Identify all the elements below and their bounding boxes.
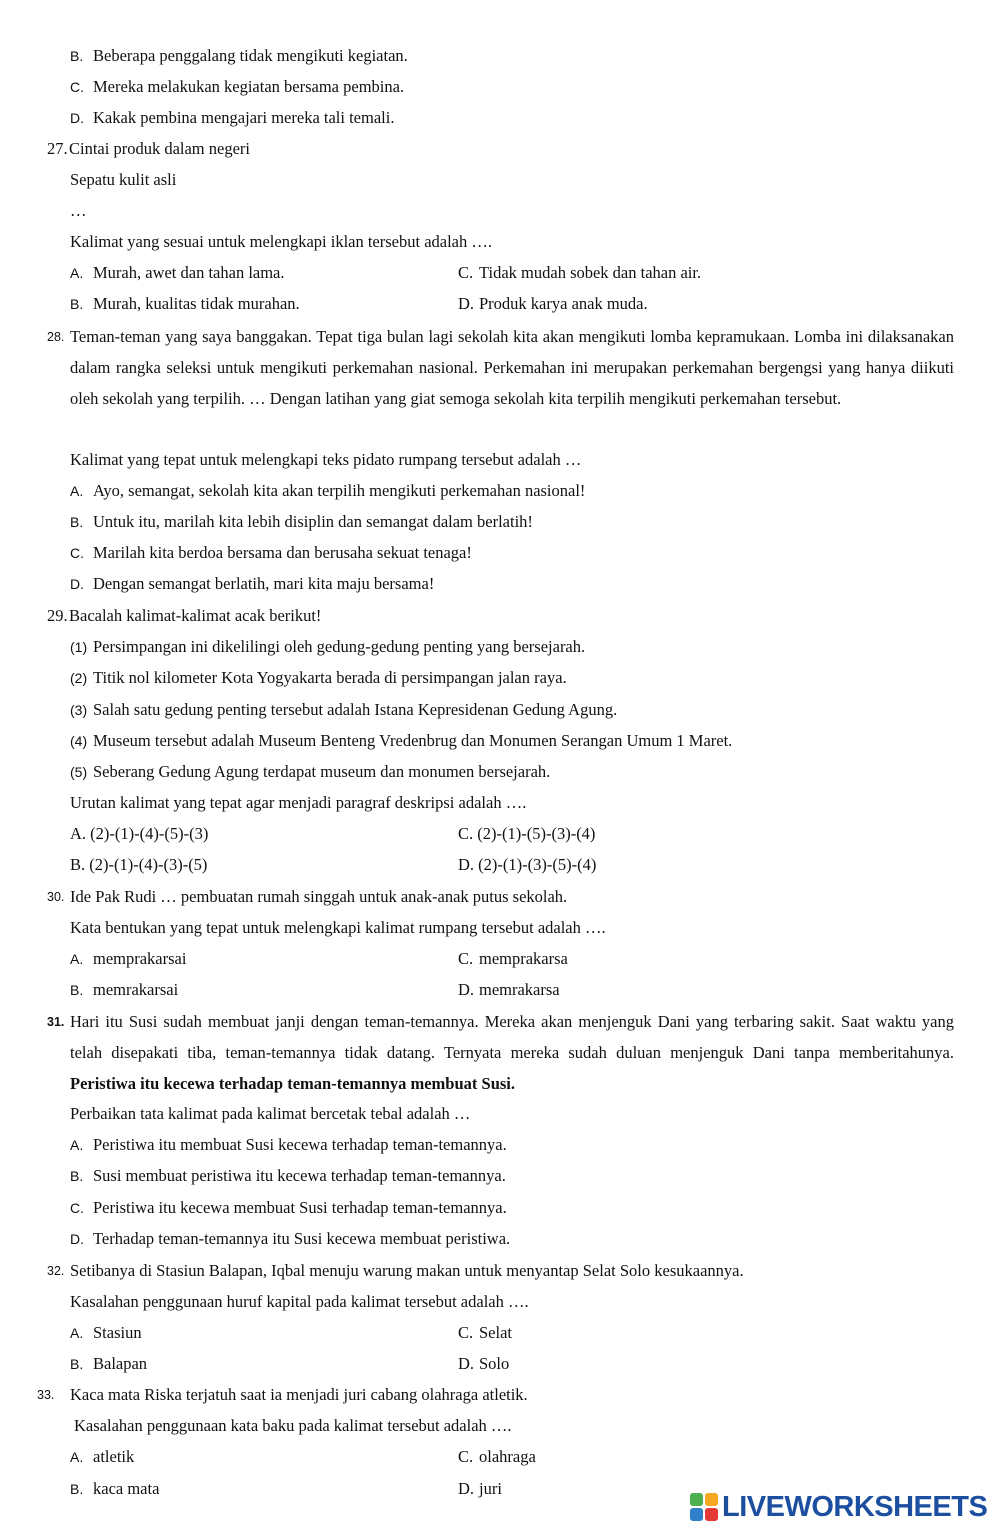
sentence-text: Seberang Gedung Agung terdapat museum dan monumen bersejarah. bbox=[93, 762, 551, 781]
option-label: D. bbox=[458, 1479, 475, 1498]
question-number: 32. bbox=[47, 1264, 65, 1278]
option-label: C. bbox=[458, 949, 474, 968]
option-label: C. bbox=[70, 545, 84, 561]
option-text: Peristiwa itu kecewa membuat Susi terhadap teman-temannya. bbox=[93, 1198, 507, 1217]
option-text: Murah, kualitas tidak murahan. bbox=[93, 294, 300, 313]
option-text: memrakarsai bbox=[93, 980, 179, 999]
question-number: 31. bbox=[47, 1015, 65, 1029]
logo-cell bbox=[690, 1508, 703, 1521]
option-label: B. bbox=[70, 1481, 84, 1497]
sentence-label: (5) bbox=[70, 764, 88, 780]
option-label: A. bbox=[70, 951, 84, 967]
question-text: Urutan kalimat yang tepat agar menjadi paragraf deskripsi adalah …. bbox=[70, 793, 527, 812]
question-number: 28. bbox=[47, 330, 65, 344]
option-label: C. bbox=[458, 1447, 474, 1466]
option-text: Murah, awet dan tahan lama. bbox=[93, 263, 285, 282]
option-text: A. (2)-(1)-(4)-(5)-(3) bbox=[70, 824, 209, 843]
question-stem: Setibanya di Stasiun Balapan, Iqbal menuju warung makan untuk menyantap Selat Solo kesukaannya. bbox=[70, 1261, 744, 1280]
logo-cell bbox=[705, 1508, 718, 1521]
ad-text: Cintai produk dalam negeri bbox=[69, 139, 250, 158]
question-stem: Ide Pak Rudi … pembuatan rumah singgah untuk anak-anak putus sekolah. bbox=[70, 887, 568, 906]
logo-cell bbox=[690, 1493, 703, 1506]
option-text: Tidak mudah sobek dan tahan air. bbox=[479, 263, 702, 282]
logo-text: LIVEWORKSHEETS bbox=[722, 1490, 988, 1523]
sentence-label: (1) bbox=[70, 639, 88, 655]
ad-text: Sepatu kulit asli bbox=[70, 170, 177, 189]
question-stem: Kaca mata Riska terjatuh saat ia menjadi juri cabang olahraga atletik. bbox=[70, 1385, 528, 1404]
question-number: 27. bbox=[47, 139, 68, 158]
option-label: C. bbox=[458, 263, 474, 282]
question-text: Kalimat yang sesuai untuk melengkapi iklan tersebut adalah …. bbox=[70, 232, 493, 251]
option-text: Susi membuat peristiwa itu kecewa terhadap teman-temannya. bbox=[93, 1166, 506, 1185]
sentence-text: Salah satu gedung penting tersebut adalah Istana Kepresidenan Gedung Agung. bbox=[93, 700, 618, 719]
option-label: B. bbox=[70, 48, 84, 64]
option-label: D. bbox=[458, 1354, 475, 1373]
option-label: C. bbox=[70, 79, 84, 95]
option-label: C. bbox=[458, 1323, 474, 1342]
question-text: Perbaikan tata kalimat pada kalimat bercetak tebal adalah … bbox=[70, 1104, 471, 1123]
option-text: Balapan bbox=[93, 1354, 148, 1373]
option-text: D. (2)-(1)-(3)-(5)-(4) bbox=[458, 855, 597, 874]
option-label: A. bbox=[70, 1325, 84, 1341]
sentence-text: Museum tersebut adalah Museum Benteng Vredenbrug dan Monumen Serangan Umum 1 Maret. bbox=[93, 731, 733, 750]
option-label: B. bbox=[70, 1168, 84, 1184]
option-text: kaca mata bbox=[93, 1479, 160, 1498]
sentence-label: (3) bbox=[70, 702, 88, 718]
option-text: Solo bbox=[479, 1354, 510, 1373]
option-text: C. (2)-(1)-(5)-(3)-(4) bbox=[458, 824, 596, 843]
passage-text: Hari itu Susi sudah membuat janji dengan teman-temannya. Mereka akan menjenguk Dani yang terbaring sakit. Saat waktu yang telah disepakati tiba, teman-temannya tidak datang. Ternyata mereka sudah duluan menjenguk Dani tanpa memberitahunya. bbox=[70, 1012, 954, 1062]
option-label: B. bbox=[70, 514, 84, 530]
option-text: Terhadap teman-temannya itu Susi kecewa membuat peristiwa. bbox=[93, 1229, 511, 1248]
question-text: Kasalahan penggunaan huruf kapital pada kalimat tersebut adalah …. bbox=[70, 1292, 529, 1311]
option-label: A. bbox=[70, 1137, 84, 1153]
option-label: D. bbox=[70, 1231, 84, 1247]
bold-sentence: Peristiwa itu kecewa terhadap teman-temannya membuat Susi. bbox=[70, 1074, 516, 1093]
question-passage bbox=[70, 1006, 954, 1099]
option-label: A. bbox=[70, 1449, 84, 1465]
question-text: Kasalahan penggunaan kata baku pada kalimat tersebut adalah …. bbox=[74, 1416, 512, 1435]
question-number: 33. bbox=[37, 1388, 55, 1402]
option-text: atletik bbox=[93, 1447, 135, 1466]
question-prompt: Bacalah kalimat-kalimat acak berikut! bbox=[69, 606, 322, 625]
option-label: A. bbox=[70, 483, 84, 499]
logo-cell bbox=[705, 1493, 718, 1506]
option-text: Marilah kita berdoa bersama dan berusaha sekuat tenaga! bbox=[93, 543, 472, 562]
option-text: Ayo, semangat, sekolah kita akan terpilih mengikuti perkemahan nasional! bbox=[93, 481, 586, 500]
option-text: Dengan semangat berlatih, mari kita maju bersama! bbox=[93, 574, 435, 593]
question-text: Kata bentukan yang tepat untuk melengkapi kalimat rumpang tersebut adalah …. bbox=[70, 918, 606, 937]
option-label: B. bbox=[70, 982, 84, 998]
option-label: D. bbox=[70, 110, 84, 126]
option-text: Produk karya anak muda. bbox=[479, 294, 648, 313]
option-label: D. bbox=[458, 980, 475, 999]
ad-ellipsis: … bbox=[70, 201, 87, 220]
option-label: D. bbox=[70, 576, 84, 592]
option-text: memprakarsai bbox=[93, 949, 187, 968]
logo-grid-icon bbox=[690, 1493, 718, 1521]
option-text: Peristiwa itu membuat Susi kecewa terhadap teman-temannya. bbox=[93, 1135, 507, 1154]
option-label: A. bbox=[70, 265, 84, 281]
option-label: C. bbox=[70, 1200, 84, 1216]
option-label: B. bbox=[70, 1356, 84, 1372]
option-text: B. (2)-(1)-(4)-(3)-(5) bbox=[70, 855, 208, 874]
sentence-text: Persimpangan ini dikelilingi oleh gedung-gedung penting yang bersejarah. bbox=[93, 637, 586, 656]
option-text: memprakarsa bbox=[479, 949, 568, 968]
sentence-label: (2) bbox=[70, 670, 88, 686]
option-label: B. bbox=[70, 296, 84, 312]
sentence-label: (4) bbox=[70, 733, 88, 749]
option-label: D. bbox=[458, 294, 475, 313]
option-text: Untuk itu, marilah kita lebih disiplin dan semangat dalam berlatih! bbox=[93, 512, 533, 531]
option-text: Stasiun bbox=[93, 1323, 142, 1342]
question-number: 29. bbox=[47, 606, 68, 625]
option-text: Selat bbox=[479, 1323, 512, 1342]
option-text: olahraga bbox=[479, 1447, 536, 1466]
option-text: Mereka melakukan kegiatan bersama pembina. bbox=[93, 77, 405, 96]
option-text: Beberapa penggalang tidak mengikuti kegiatan. bbox=[93, 46, 408, 65]
option-text: Kakak pembina mengajari mereka tali temali. bbox=[93, 108, 395, 127]
sentence-text: Titik nol kilometer Kota Yogyakarta berada di persimpangan jalan raya. bbox=[93, 668, 567, 687]
question-text: Kalimat yang tepat untuk melengkapi teks pidato rumpang tersebut adalah … bbox=[70, 450, 582, 469]
question-passage: Teman-teman yang saya banggakan. Tepat tiga bulan lagi sekolah kita akan mengikuti lomba kepramukaan. Lomba ini dilaksanakan dalam rangka seleksi untuk mengikuti perkemahan nasional. Perkemahan ini merupakan perkemahan bergengsi yang hanya diikuti oleh sekolah yang terpilih. … Dengan latihan yang giat semoga sekolah kita terpilih mengikuti perkemahan tersebut. bbox=[70, 327, 954, 408]
option-text: memrakarsa bbox=[479, 980, 560, 999]
liveworksheets-logo bbox=[690, 1490, 987, 1524]
option-text: juri bbox=[479, 1479, 502, 1498]
question-number: 30. bbox=[47, 890, 65, 904]
